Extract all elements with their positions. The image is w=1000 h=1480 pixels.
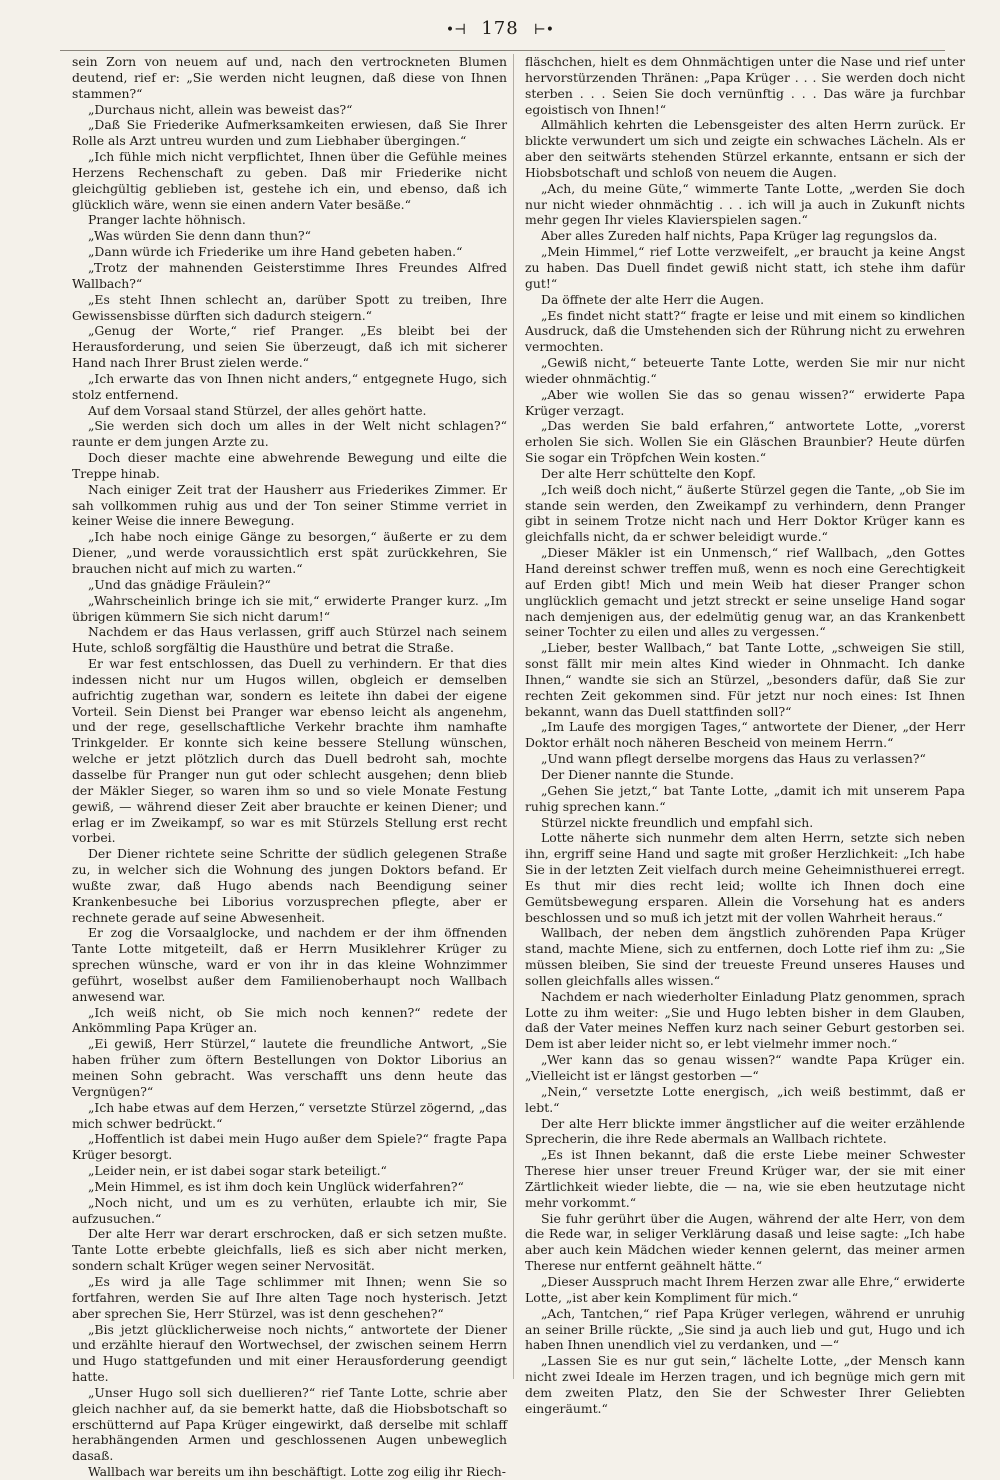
paragraph: „Dieser Ausspruch macht Ihrem Herzen zwar alle Ehre,“ erwiderte Lotte, „ist aber kein Kompliment für mich.“ <box>525 1273 965 1305</box>
paragraph: „Wahrscheinlich bringe ich sie mit,“ erwiderte Pranger kurz. „Im übrigen kümmern Sie sich nicht darum!“ <box>72 592 507 624</box>
paragraph: „Es steht Ihnen schlecht an, darüber Spott zu treiben, Ihre Gewissensbisse dürften sich dadurch steigern.“ <box>72 291 507 323</box>
paragraph: Wallbach, der neben dem ängstlich zuhörenden Papa Krüger stand, machte Miene, sich zu entfernen, doch Lotte rief ihm zu: „Sie müssen bleiben, Sie sind der treueste Freund unseres Hauses und sollen gleichfalls alles wissen.“ <box>525 925 965 988</box>
paragraph: „Das werden Sie bald erfahren,“ antwortete Lotte, „vorerst erholen Sie sich. Wollen Sie ein Gläschen Braunbier? Heute dürfen Sie sogar ein Tröpfchen Wein kosten.“ <box>525 418 965 466</box>
paragraph: „Bis jetzt glücklicherweise noch nichts,“ antwortete der Diener und erzählte hierauf den Wortwechsel, der zwischen seinem Herrn und Hugo stattgefunden und mit einer Herausforderung geendigt hatte. <box>72 1321 507 1385</box>
paragraph: „Daß Sie Friederike Aufmerksamkeiten erwiesen, daß Sie Ihrer Rolle als Arzt untreu wurden und zum Liebhaber übergingen.“ <box>72 117 507 149</box>
paragraph: „Ich fühle mich nicht verpflichtet, Ihnen über die Gefühle meines Herzens Rechenschaft zu geben. Daß mir Friederike nicht gleichgültig geblieben ist, gestehe ich ein, und ebenso, daß ich glücklich wäre, wenn sie einen andern Vater besäße.“ <box>72 149 507 212</box>
paragraph: Wallbach war bereits um ihn beschäftigt. Lotte zog eilig ihr Riech- <box>88 1464 506 1480</box>
paragraph: „Ich erwarte das von Ihnen nicht anders,“ entgegnete Hugo, sich stolz entfernend. <box>72 370 507 402</box>
paragraph: „Ich weiß doch nicht,“ äußerte Stürzel gegen die Tante, „ob Sie im stande sein werden, den Zweikampf zu verhindern, denn Pranger gibt in seinem Trotze nicht nach und Herr Doktor Krüger kann es gleichfalls nicht, da er schwer beleidigt wurde.“ <box>525 481 965 545</box>
paragraph: Der Diener richtete seine Schritte der südlich gelegenen Straße zu, in welcher sich die Wohnung des jungen Doktors befand. Er wußte zwar, daß Hugo abends nach Beendigung seiner Krankenbesuche bei Liborius vorzusprechen pflegte, aber er rechnete gerade auf seine Abwesenheit. <box>72 846 507 925</box>
paragraph: „Leider nein, er ist dabei sogar stark beteiligt.“ <box>88 1163 387 1179</box>
paragraph: „Und wann pflegt derselbe morgens das Haus zu verlassen?“ <box>541 751 926 767</box>
paragraph: „Genug der Worte,“ rief Pranger. „Es bleibt bei der Herausforderung, und seien Sie überzeugt, daß ich mit sicherer Hand nach Ihrer Brust zielen werde.“ <box>72 323 507 371</box>
paragraph: Der alte Herr schüttelte den Kopf. <box>541 465 756 481</box>
paragraph: „Dann würde ich Friederike um ihre Hand gebeten haben.“ <box>88 244 463 260</box>
paragraph: Der alte Herr blickte immer ängstlicher auf die weiter erzählende Sprecherin, die ihre Rede abermals an Wallbach richtete. <box>525 1115 965 1147</box>
paragraph: „Sie werden sich doch um alles in der Welt nicht schlagen?“ raunte er dem jungen Arzte zu. <box>72 418 507 450</box>
paragraph: „Ei gewiß, Herr Stürzel,“ lautete die freundliche Antwort, „Sie haben früher zum öftern Bestellungen von Doktor Liborius an meinen Sohn gebracht. Was verschafft uns denn heute das Vergnügen?“ <box>72 1036 507 1099</box>
paragraph: „Ich weiß nicht, ob Sie mich noch kennen?“ redete der Ankömmling Papa Krüger an. <box>72 1004 507 1036</box>
header-ornament-right: ⊢• <box>533 22 555 38</box>
paragraph: „Ach, du meine Güte,“ wimmerte Tante Lotte, „werden Sie doch nur nicht wieder ohnmächtig . . . ich will ja auch in Zukunft nichts mehr gegen Ihr vieles Klavierspielen sagen.“ <box>525 180 965 228</box>
paragraph: „Noch nicht, und um es zu verhüten, erlaubte ich mir, Sie aufzusuchen.“ <box>72 1194 507 1226</box>
paragraph: Nach einiger Zeit trat der Hausherr aus Friederikes Zimmer. Er sah vollkommen ruhig aus und der Ton seiner Stimme verriet in keiner Weise die innere Bewegung. <box>72 481 507 529</box>
left-text-column <box>72 54 507 1480</box>
paragraph: „Lassen Sie es nur gut sein,“ lächelte Lotte, „der Mensch kann nicht zwei Ideale im Herzen tragen, und ich begnüge mich gern mit dem zweiten Platz, den Sie der Schwester Ihrer Geliebten eingeräumt.“ <box>525 1353 965 1416</box>
column-divider <box>513 54 514 1379</box>
paragraph: „Hoffentlich ist dabei mein Hugo außer dem Spiele?“ fragte Papa Krüger besorgt. <box>72 1131 507 1163</box>
paragraph: „Dieser Mäkler ist ein Unmensch,“ rief Wallbach, „den Gottes Hand dereinst schwer treffen muß, wenn es noch eine Gerechtigkeit auf Erden gibt! Mich und mein Weib hat dieser Pranger schon unglücklich gemacht und jetzt streckt er seine unselige Hand sogar nach demjenigen aus, der edelmütig genug war, an das Krankenbett seiner Tochter zu eilen und alles zu vergessen.“ <box>525 545 965 640</box>
paragraph: „Und das gnädige Fräulein?“ <box>88 576 271 592</box>
paragraph: Auf dem Vorsaal stand Stürzel, der alles gehört hatte. <box>88 402 427 418</box>
header-rule <box>60 50 945 51</box>
paragraph: Stürzel nickte freundlich und empfahl sich. <box>541 814 814 830</box>
paragraph: „Aber wie wollen Sie das so genau wissen?“ erwiderte Papa Krüger verzagt. <box>525 386 965 418</box>
paragraph: Nachdem er nach wiederholter Einladung Platz genommen, sprach Lotte zu ihm weiter: „Sie und Hugo lebten bisher in dem Glauben, daß der Vater meines Neffen kurz nach seiner Geburt gestorben sei. Dem ist aber leider nicht so, er lebt vielmehr immer noch.“ <box>525 988 965 1052</box>
paragraph: fläschchen, hielt es dem Ohnmächtigen unter die Nase und rief unter hervorstürzenden Thränen: „Papa Krüger . . . Sie werden doch nicht sterben . . . Seien Sie doch vernünftig . . . Das wäre ja furchbar egoistisch von Ihnen!“ <box>525 54 965 117</box>
paragraph: „Was würden Sie denn dann thun?“ <box>88 228 312 244</box>
right-text-column <box>525 54 965 1416</box>
paragraph: Er war fest entschlossen, das Duell zu verhindern. Er that dies indessen nicht nur um Hugos willen, obgleich er demselben aufrichtig zugethan war, sondern es leitete ihn dabei der eigene Vorteil. Sein Dienst bei Pranger war ebenso leicht als angenehm, und der rege, gesellschaftliche Verkehr brachte ihm namhafte Trinkgelder. Er konnte sich keine bessere Stellung wünschen, welche er jetzt plötzlich durch das Duell bedroht sah, mochte dasselbe für Pranger nun gut oder schlecht ausgehen; denn blieb der Mäkler Sieger, so waren ihm so und so viele Monate Festung gewiß, — während dieser Zeit aber brauchte er keinen Diener; und erlag er im Zweikampf, so war es mit Stürzels Stellung erst recht vorbei. <box>72 656 507 846</box>
paragraph: Pranger lachte höhnisch. <box>88 212 246 228</box>
paragraph: „Durchaus nicht, allein was beweist das?“ <box>88 101 353 117</box>
paragraph: „Ich habe etwas auf dem Herzen,“ versetzte Stürzel zögernd, „das mich schwer bedrückt.“ <box>72 1099 507 1131</box>
paragraph: „Ich habe noch einige Gänge zu besorgen,“ äußerte er zu dem Diener, „und werde voraussichtlich erst spät zurückkehren, Sie brauchen nicht auf mich zu warten.“ <box>72 529 507 576</box>
paragraph: „Mein Himmel, es ist ihm doch kein Unglück widerfahren?“ <box>88 1178 464 1194</box>
paragraph: „Trotz der mahnenden Geisterstimme Ihres Freundes Alfred Wallbach?“ <box>72 259 507 291</box>
paragraph: Der alte Herr war derart erschrocken, daß er sich setzen mußte. Tante Lotte erbebte gleichfalls, ließ es sich aber nicht merken, sondern schalt Krüger wegen seiner Nervosität. <box>72 1226 507 1274</box>
paragraph: „Mein Himmel,“ rief Lotte verzweifelt, „er braucht ja keine Angst zu haben. Das Duell findet gewiß nicht statt, ich stehe ihm dafür gut!“ <box>525 244 965 291</box>
paragraph: „Wer kann das so genau wissen?“ wandte Papa Krüger ein. „Vielleicht ist er längst gestorben —“ <box>525 1052 965 1083</box>
paragraph: sein Zorn von neuem auf und, nach den vertrockneten Blumen deutend, rief er: „Sie werden nicht leugnen, daß diese von Ihnen stammen?“ <box>72 54 507 101</box>
paragraph: Der Diener nannte die Stunde. <box>541 766 734 782</box>
paragraph: Nachdem er das Haus verlassen, griff auch Stürzel nach seinem Hute, schloß sorgfältig die Hausthüre und betrat die Straße. <box>72 624 507 656</box>
paragraph: „Es ist Ihnen bekannt, daß die erste Liebe meiner Schwester Therese hier unser treuer Freund Krüger war, der sie mit einer Zärtlichkeit wieder liebte, die — na, wie sie eben heutzutage nicht mehr vorkommt.“ <box>525 1147 965 1210</box>
paragraph: „Im Laufe des morgigen Tages,“ antwortete der Diener, „der Herr Doktor erhält noch näheren Bescheid von meinem Herrn.“ <box>525 719 965 751</box>
paragraph: „Es wird ja alle Tage schlimmer mit Ihnen; wenn Sie so fortfahren, werden Sie auf Ihre alten Tage noch hysterisch. Jetzt aber sprechen Sie, Herr Stürzel, was ist denn geschehen?“ <box>72 1273 507 1321</box>
paragraph: Aber alles Zureden half nichts, Papa Krüger lag regungslos da. <box>541 228 938 244</box>
page-number: 178 <box>481 18 519 39</box>
paragraph: „Lieber, bester Wallbach,“ bat Tante Lotte, „schweigen Sie still, sonst fällt mir mein altes Kind wieder in Ohnmacht. Ich danke Ihnen,“ wandte sie sich an Stürzel, „besonders dafür, daß Sie zur rechten Zeit gekommen sind. Für jetzt nur noch eines: Ist Ihnen bekannt, wann das Duell stattfinden soll?“ <box>525 640 965 719</box>
paragraph: Doch dieser machte eine abwehrende Bewegung und eilte die Treppe hinab. <box>72 450 507 481</box>
paragraph: Allmählich kehrten die Lebensgeister des alten Herrn zurück. Er blickte verwundert um sich und zeigte ein schwaches Lächeln. Als er aber den seitwärts stehenden Stürzel erkannte, entsann er sich der Hiobsbotschaft und schloß von neuem die Augen. <box>525 117 965 180</box>
page-header <box>0 18 1000 46</box>
paragraph: Da öffnete der alte Herr die Augen. <box>541 291 765 307</box>
paragraph: „Es findet nicht statt?“ fragte er leise und mit einem so kindlichen Ausdruck, daß die Umstehenden sich der Rührung nicht zu erwehren vermochten. <box>525 307 965 355</box>
paragraph: „Gewiß nicht,“ beteuerte Tante Lotte, werden Sie mir nur nicht wieder ohnmächtig.“ <box>525 355 965 386</box>
paragraph: „Ach, Tantchen,“ rief Papa Krüger verlegen, während er unruhig an seiner Brille rückte, „Sie sind ja auch lieb und gut, Hugo und ich haben Ihnen unendlich viel zu verdanken, und —“ <box>525 1305 965 1353</box>
paragraph: „Unser Hugo soll sich duellieren?“ rief Tante Lotte, schrie aber gleich nachher auf, da sie bemerkt hatte, daß die Hiobsbotschaft so erschütternd auf Papa Krüger eingewirkt, daß derselbe mit schlaff herabhängenden Armen und geschlossenen Augen unbeweglich dasaß. <box>72 1384 507 1464</box>
paragraph: Sie fuhr gerührt über die Augen, während der alte Herr, von dem die Rede war, in seliger Verklärung dasaß und leise sagte: „Ich habe aber auch kein Mädchen wieder kennen gelernt, das meiner armen Therese nur entfernt geähnelt hätte.“ <box>525 1210 965 1274</box>
paragraph: „Nein,“ versetzte Lotte energisch, „ich weiß bestimmt, daß er lebt.“ <box>525 1083 965 1115</box>
paragraph: Lotte näherte sich nunmehr dem alten Herrn, setzte sich neben ihn, ergriff seine Hand und sagte mit großer Herzlichkeit: „Ich habe Sie in der letzten Zeit vielfach durch meine Geheimnisthuerei erregt. Es thut mir dies recht leid; wollte ich Ihnen doch eine Gemütsbewegung ersparen. Allein die Vorsehung hat es anders beschlossen und so muß ich jetzt mit der vollen Wahrheit heraus.“ <box>525 830 965 925</box>
paragraph: „Gehen Sie jetzt,“ bat Tante Lotte, „damit ich mit unserem Papa ruhig sprechen kann.“ <box>525 782 965 814</box>
paragraph: Er zog die Vorsaalglocke, und nachdem er der ihm öffnenden Tante Lotte mitgeteilt, daß er Herrn Musiklehrer Krüger zu sprechen wünsche, ward er von ihr in das kleine Wohnzimmer geführt, woselbst außer dem Familienoberhaupt noch Wallbach anwesend war. <box>72 925 507 1004</box>
header-ornament-left: •⊣ <box>445 22 467 38</box>
